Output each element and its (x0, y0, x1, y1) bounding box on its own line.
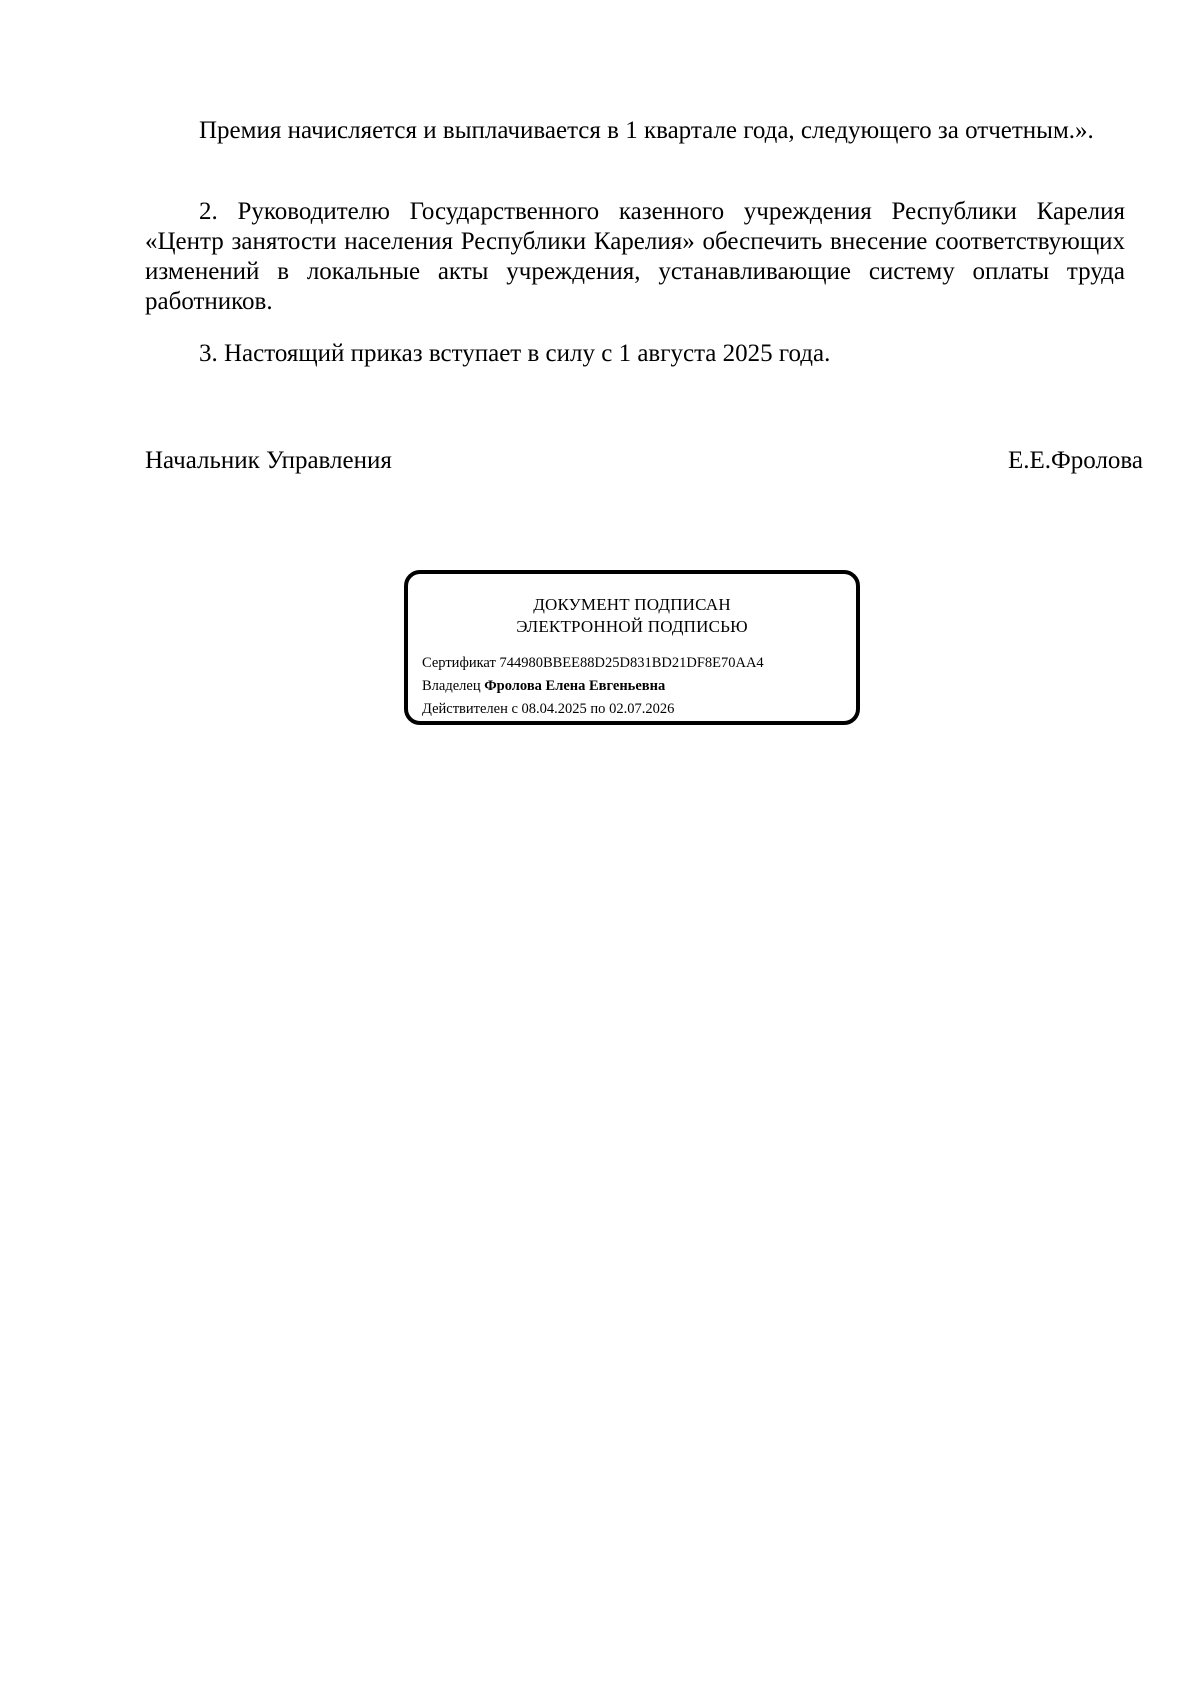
stamp-owner-label: Владелец (422, 678, 481, 694)
stamp-title-line-2: ЭЛЕКТРОННОЙ ПОДПИСЬЮ (516, 617, 748, 636)
stamp-certificate-value: 744980BBEE88D25D831BD21DF8E70AA4 (499, 655, 764, 671)
stamp-owner-value: Фролова Елена Евгеньевна (484, 678, 666, 694)
stamp-valid-to: 02.07.2026 (609, 701, 675, 717)
stamp-certificate-line (422, 654, 764, 672)
electronic-signature-stamp (404, 570, 860, 725)
signer-position: Начальник Управления (145, 447, 392, 474)
stamp-valid-to-label: по (590, 701, 606, 717)
stamp-title-line-1: ДОКУМЕНТ ПОДПИСАН (533, 595, 731, 614)
signer-name: Е.Е.Фролова (1007, 447, 1143, 474)
stamp-validity-line (422, 700, 674, 718)
stamp-valid-from-label: с (511, 701, 518, 717)
stamp-owner-line (422, 677, 665, 695)
stamp-valid-label: Действителен (422, 701, 508, 717)
paragraph-item-3: 3. Настоящий приказ вступает в силу с 1 августа 2025 года. (199, 340, 831, 367)
stamp-title (408, 594, 856, 638)
stamp-certificate-label: Сертификат (422, 655, 496, 671)
stamp-valid-from: 08.04.2025 (521, 701, 587, 717)
paragraph-bonus-payment: Премия начисляется и выплачивается в 1 квартале года, следующего за отчетным.». (199, 117, 1094, 144)
signature-row (145, 446, 1143, 476)
paragraph-item-2: 2. Руководителю Государственного казенного учреждения Республики Карелия «Центр занятости населения Республики Карелия» обеспечить внесение соответствующих изменений в локальные акты учреждения, устанавливающие систему оплаты труда работников. (145, 198, 1125, 315)
